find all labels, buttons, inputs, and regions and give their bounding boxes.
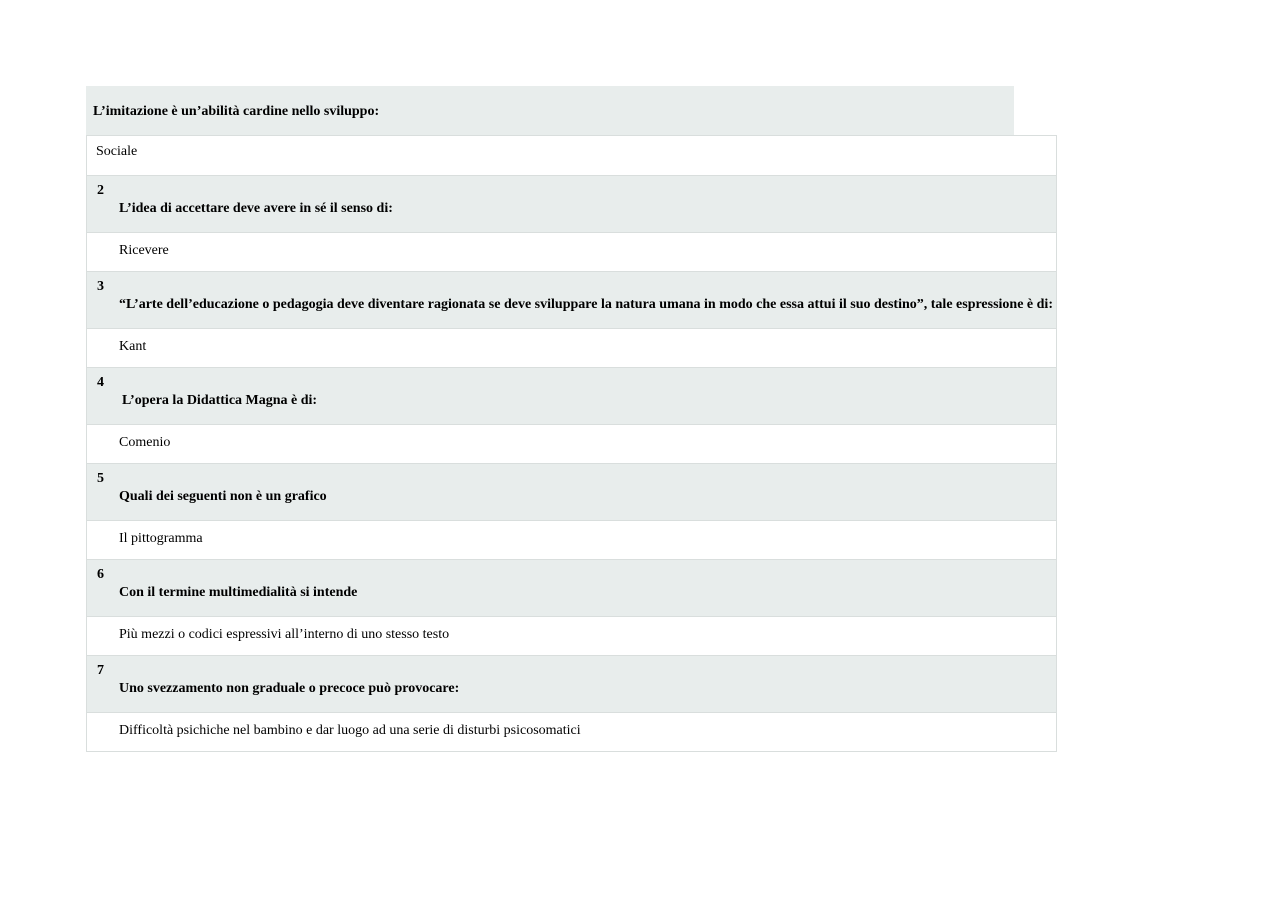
answer-text: Comenio xyxy=(119,435,171,450)
question-row-6 xyxy=(87,559,1056,616)
question-text: L’opera la Didattica Magna è di: xyxy=(122,393,318,408)
question-row-2 xyxy=(87,175,1056,232)
quiz-table xyxy=(86,135,1057,752)
answer-1-text: Sociale xyxy=(96,144,138,159)
question-text: L’idea di accettare deve avere in sé il senso di: xyxy=(119,201,393,216)
answer-text: Difficoltà psichiche nel bambino e dar luogo ad una serie di disturbi psicosomatici xyxy=(119,723,581,738)
question-text: Quali dei seguenti non è un grafico xyxy=(119,489,327,504)
question-1-text: L’imitazione è un’abilità cardine nello sviluppo: xyxy=(93,103,380,119)
question-row-4 xyxy=(87,367,1056,424)
question-text: “L’arte dell’educazione o pedagogia deve diventare ragionata se deve sviluppare la natura umana in modo che essa attui il suo destino”, tale espressione è di: xyxy=(119,297,1053,312)
answer-text: Ricevere xyxy=(119,243,169,258)
question-row-3 xyxy=(87,271,1056,328)
question-number: 4 xyxy=(97,375,104,390)
answer-text: Il pittogramma xyxy=(119,531,203,546)
question-1-header xyxy=(86,86,1014,135)
question-row-5 xyxy=(87,463,1056,520)
answer-row-4 xyxy=(87,424,1056,463)
answer-row-7 xyxy=(87,712,1056,751)
question-number: 5 xyxy=(97,471,104,486)
answer-text: Kant xyxy=(119,339,147,354)
question-row-7 xyxy=(87,655,1056,712)
question-number: 7 xyxy=(97,663,104,678)
answer-text: Più mezzi o codici espressivi all’interno di uno stesso testo xyxy=(119,627,450,642)
answer-row-6 xyxy=(87,616,1056,655)
question-text: Uno svezzamento non graduale o precoce può provocare: xyxy=(119,681,460,696)
question-text: Con il termine multimedialità si intende xyxy=(119,585,358,600)
answer-row-2 xyxy=(87,232,1056,271)
question-number: 2 xyxy=(97,183,104,198)
answer-row-5 xyxy=(87,520,1056,559)
question-number: 6 xyxy=(97,567,104,582)
answer-row-1 xyxy=(87,135,1056,175)
question-number: 3 xyxy=(97,279,104,294)
answer-row-3 xyxy=(87,328,1056,367)
